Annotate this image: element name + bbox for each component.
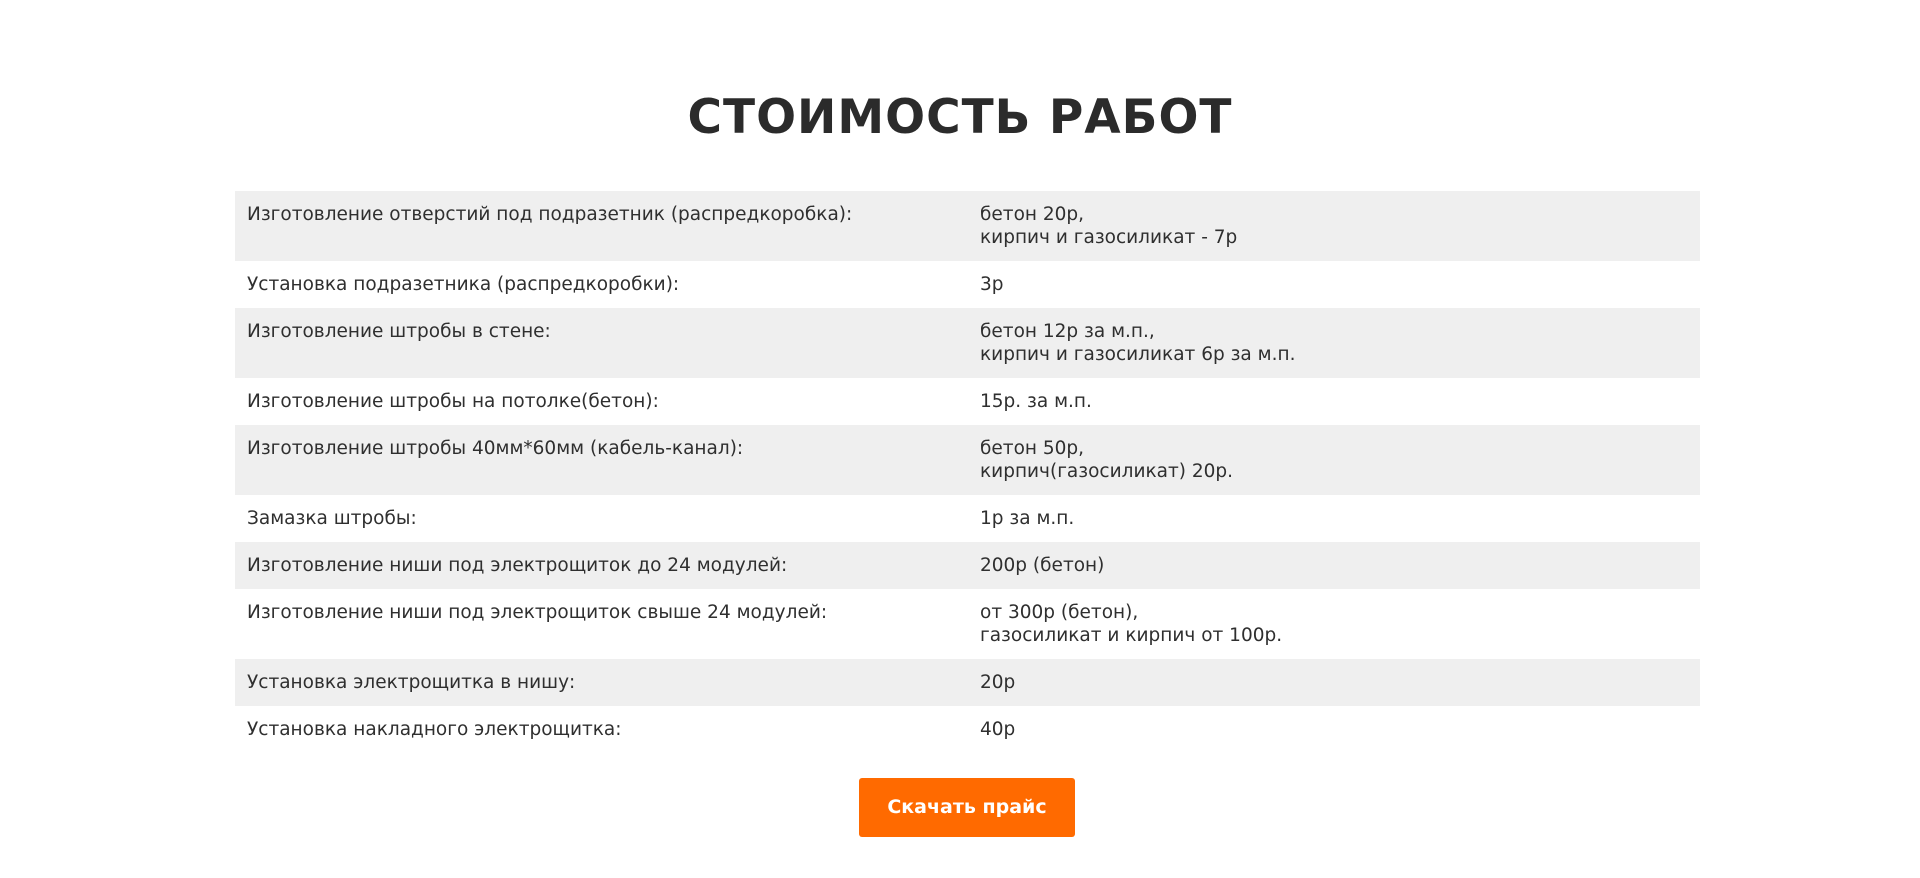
table-row: [235, 425, 1700, 495]
service-price: [980, 671, 1688, 694]
table-row: [235, 191, 1700, 261]
table-row: [235, 495, 1700, 542]
service-price: [980, 273, 1688, 296]
section-title: СТОИМОСТЬ РАБОТ: [687, 90, 1233, 145]
price-line: 15р. за м.п.: [980, 391, 1092, 412]
price-line: бетон 12р за м.п.,: [980, 321, 1155, 342]
price-line: 200р (бетон): [980, 555, 1105, 576]
table-row: [235, 378, 1700, 425]
service-price: [980, 507, 1688, 530]
service-price: [980, 320, 1688, 366]
table-row: [235, 706, 1700, 753]
service-price: [980, 554, 1688, 577]
price-line: 1р за м.п.: [980, 508, 1075, 529]
service-name: Изготовление ниши под электрощиток до 24 модулей:: [247, 555, 788, 576]
service-price: [980, 203, 1688, 249]
table-row: [235, 308, 1700, 378]
service-name: Замазка штробы:: [247, 508, 417, 529]
price-line: газосиликат и кирпич от 100р.: [980, 625, 1283, 646]
table-row: [235, 261, 1700, 308]
service-name: Изготовление штробы в стене:: [247, 321, 551, 342]
price-line: бетон 50р,: [980, 438, 1085, 459]
price-line: кирпич и газосиликат - 7р: [980, 227, 1238, 248]
service-name: Изготовление отверстий под подразетник (распредкоробка):: [247, 204, 853, 225]
service-name: Установка электрощитка в нишу:: [247, 672, 576, 693]
service-name: Изготовление ниши под электрощиток свыше 24 модулей:: [247, 602, 828, 623]
service-price: [980, 601, 1688, 647]
service-name: Изготовление штробы 40мм*60мм (кабель-канал):: [247, 438, 744, 459]
price-line: 40р: [980, 719, 1016, 740]
price-line: кирпич(газосиликат) 20р.: [980, 461, 1234, 482]
service-price: [980, 390, 1688, 413]
price-line: 3р: [980, 274, 1004, 295]
service-price: [980, 437, 1688, 483]
service-name: Установка накладного электрощитка:: [247, 719, 622, 740]
price-line: бетон 20р,: [980, 204, 1085, 225]
price-table: [235, 191, 1700, 753]
service-price: [980, 718, 1688, 741]
table-row: [235, 659, 1700, 706]
service-name: Изготовление штробы на потолке(бетон):: [247, 391, 659, 412]
table-row: [235, 589, 1700, 659]
price-line: кирпич и газосиликат 6р за м.п.: [980, 344, 1296, 365]
service-name: Установка подразетника (распредкоробки):: [247, 274, 680, 295]
download-price-button[interactable]: Скачать прайс: [859, 778, 1075, 837]
table-row: [235, 542, 1700, 589]
price-line: от 300р (бетон),: [980, 602, 1139, 623]
price-line: 20р: [980, 672, 1016, 693]
